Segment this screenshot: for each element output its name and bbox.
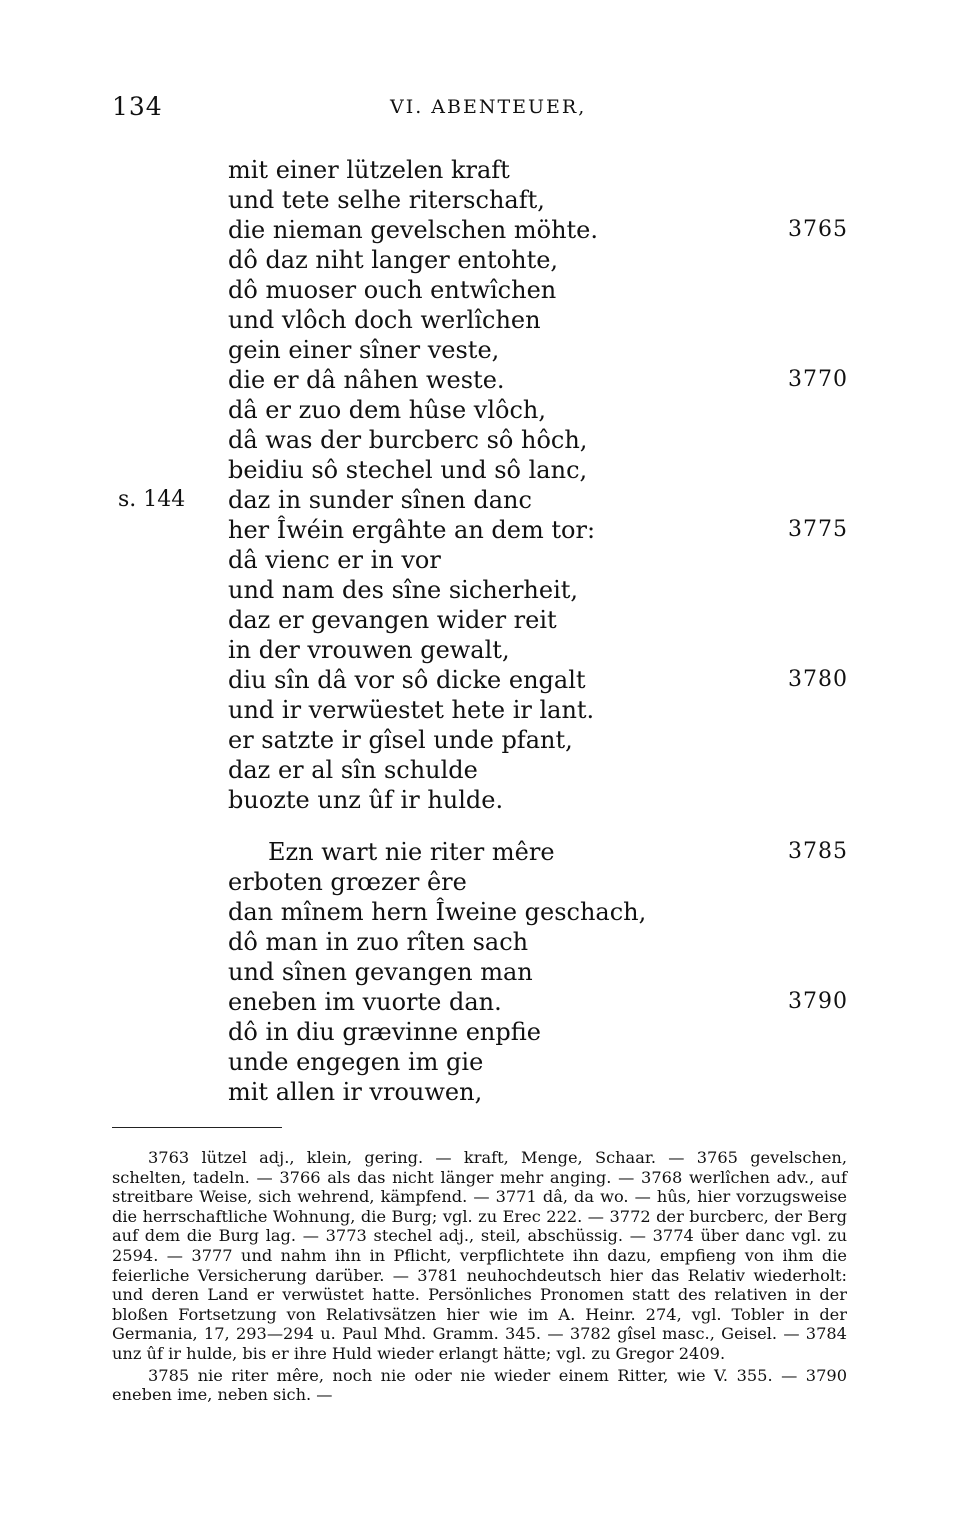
verse-line: [228, 1017, 868, 1047]
verse-text: dô in diu grævinne enpfie: [228, 1018, 541, 1046]
verse-text: dâ er zuo dem hûse vlôch,: [228, 396, 547, 424]
verse-text: die er dâ nâhen weste.: [228, 366, 505, 394]
verse-text: die nieman gevelschen möhte.: [228, 216, 599, 244]
verse-line: [228, 185, 868, 215]
verse-text: unde engegen im gie: [228, 1048, 484, 1076]
verse-line: [228, 837, 868, 867]
verse-line: [228, 755, 868, 785]
verse-text: eneben im vuorte dan.: [228, 988, 502, 1016]
footnote-paragraph: 3785 nie riter mêre, noch nie oder nie wieder einem Ritter, wie V. 355. — 3790 eneben ime, neben sich. —: [112, 1365, 847, 1405]
line-number: 3765: [788, 217, 848, 242]
verse-line: [228, 275, 868, 305]
verse-text: buozte unz ûf ir hulde.: [228, 786, 504, 814]
line-number: 3790: [788, 989, 848, 1014]
verse-text: daz er al sîn schulde: [228, 756, 478, 784]
line-number: 3785: [788, 839, 848, 864]
verse-text: dâ was der burcberc sô hôch,: [228, 426, 588, 454]
verse-line: [228, 635, 868, 665]
verse-text: erboten grœzer êre: [228, 868, 467, 896]
verse-line: [228, 575, 868, 605]
footnotes: [112, 1148, 847, 1405]
verse-line: [228, 695, 868, 725]
verse-text: daz er gevangen wider reit: [228, 606, 557, 634]
verse-text: dô daz niht langer entohte,: [228, 246, 559, 274]
line-number: 3780: [788, 667, 848, 692]
verse-text: in der vrouwen gewalt,: [228, 636, 510, 664]
verse-line: [228, 245, 868, 275]
verse-stanza-1: [118, 155, 868, 815]
verse-text: dô muoser ouch entwîchen: [228, 276, 557, 304]
verse-text: und vlôch doch werlîchen: [228, 306, 541, 334]
verse-line: [228, 927, 868, 957]
verse-text: und tete selhe riterschaft,: [228, 186, 545, 214]
verse-line: [228, 1077, 868, 1107]
running-title: VI. ABENTEUER,: [390, 96, 587, 118]
verse-text: er satzte ir gîsel unde pfant,: [228, 726, 573, 754]
verse-line: [228, 335, 868, 365]
verse-line: [228, 395, 868, 425]
margin-page-reference: s. 144: [118, 487, 186, 512]
verse-text: und nam des sîne sicherheit,: [228, 576, 579, 604]
verse-text: dâ vienc er in vor: [228, 546, 441, 574]
page-number: 134: [112, 92, 163, 121]
verse-line: [228, 957, 868, 987]
verse-line: [228, 605, 868, 635]
verse-line: [228, 455, 868, 485]
verse-text: her Îwéin ergâhte an dem tor:: [228, 516, 596, 544]
verse-text: dan mînem hern Îweine geschach,: [228, 898, 647, 926]
line-number: 3770: [788, 367, 848, 392]
verse-line: [228, 725, 868, 755]
verse-line: [228, 155, 868, 185]
page-header: [112, 92, 852, 126]
footnote-separator: [112, 1127, 282, 1128]
verse-line: [228, 785, 868, 815]
verse-line: [228, 515, 868, 545]
verse-line: [228, 425, 868, 455]
verse-line: [228, 365, 868, 395]
verse-line: [228, 897, 868, 927]
verse-text: und sînen gevangen man: [228, 958, 533, 986]
verse-text: Ezn wart nie riter mêre: [268, 838, 555, 866]
verse-text: diu sîn dâ vor sô dicke engalt: [228, 666, 586, 694]
verse-text: beidiu sô stechel und sô lanc,: [228, 456, 588, 484]
verse-line: [228, 305, 868, 335]
verse-text: gein einer sîner veste,: [228, 336, 500, 364]
verse-text: daz in sunder sînen danc: [228, 486, 532, 514]
verse-line: [228, 665, 868, 695]
line-number: 3775: [788, 517, 848, 542]
verse-line: [228, 215, 868, 245]
verse-line: [228, 867, 868, 897]
verse-text: mit einer lützelen kraft: [228, 156, 510, 184]
verse-line: [228, 987, 868, 1017]
verse-text: mit allen ir vrouwen,: [228, 1078, 483, 1106]
verse-line: [228, 545, 868, 575]
verse-text: dô man in zuo rîten sach: [228, 928, 529, 956]
verse-stanza-2: [228, 837, 868, 1107]
verse-line: [118, 485, 868, 515]
verse-line: [228, 1047, 868, 1077]
footnote-paragraph: 3763 lützel adj., klein, gering. — kraft, Menge, Schaar. — 3765 gevelschen, schelten, tadeln. — 3766 als das nicht länger mehr anging. — 3768 werlîchen adv., auf streitbare Weise, sich wehrend, kämpfend. — 3771 dâ, da wo. — hûs, hier vorzugsweise die herrschaftliche Wohnung, die Burg; vgl. zu Erec 222. — 3772 der burcberc, der Berg auf dem die Burg lag. — 3773 stechel adj., steil, abschüssig. — 3774 über danc vgl. zu 2594. — 3777 und nahm ihn in Pflicht, verpflichtete ihn dazu, empfieng von ihm die feierliche Versicherung darüber. — 3781 neuhochdeutsch hier das Relativ wiederholt: und deren Land er verwüstet hatte. Persönliches Pronomen statt des relativen in der bloßen Fortsetzung von Relativsätzen hier wie im A. Heinr. 274, vgl. Tobler in der Germania, 17, 293—294 u. Paul Mhd. Gramm. 345. — 3782 gîsel masc., Geisel. — 3784 unz ûf ir hulde, bis er ihre Huld wieder erlangt hätte; vgl. zu Gregor 2409.: [112, 1148, 847, 1363]
verse-text: und ir verwüestet hete ir lant.: [228, 696, 595, 724]
